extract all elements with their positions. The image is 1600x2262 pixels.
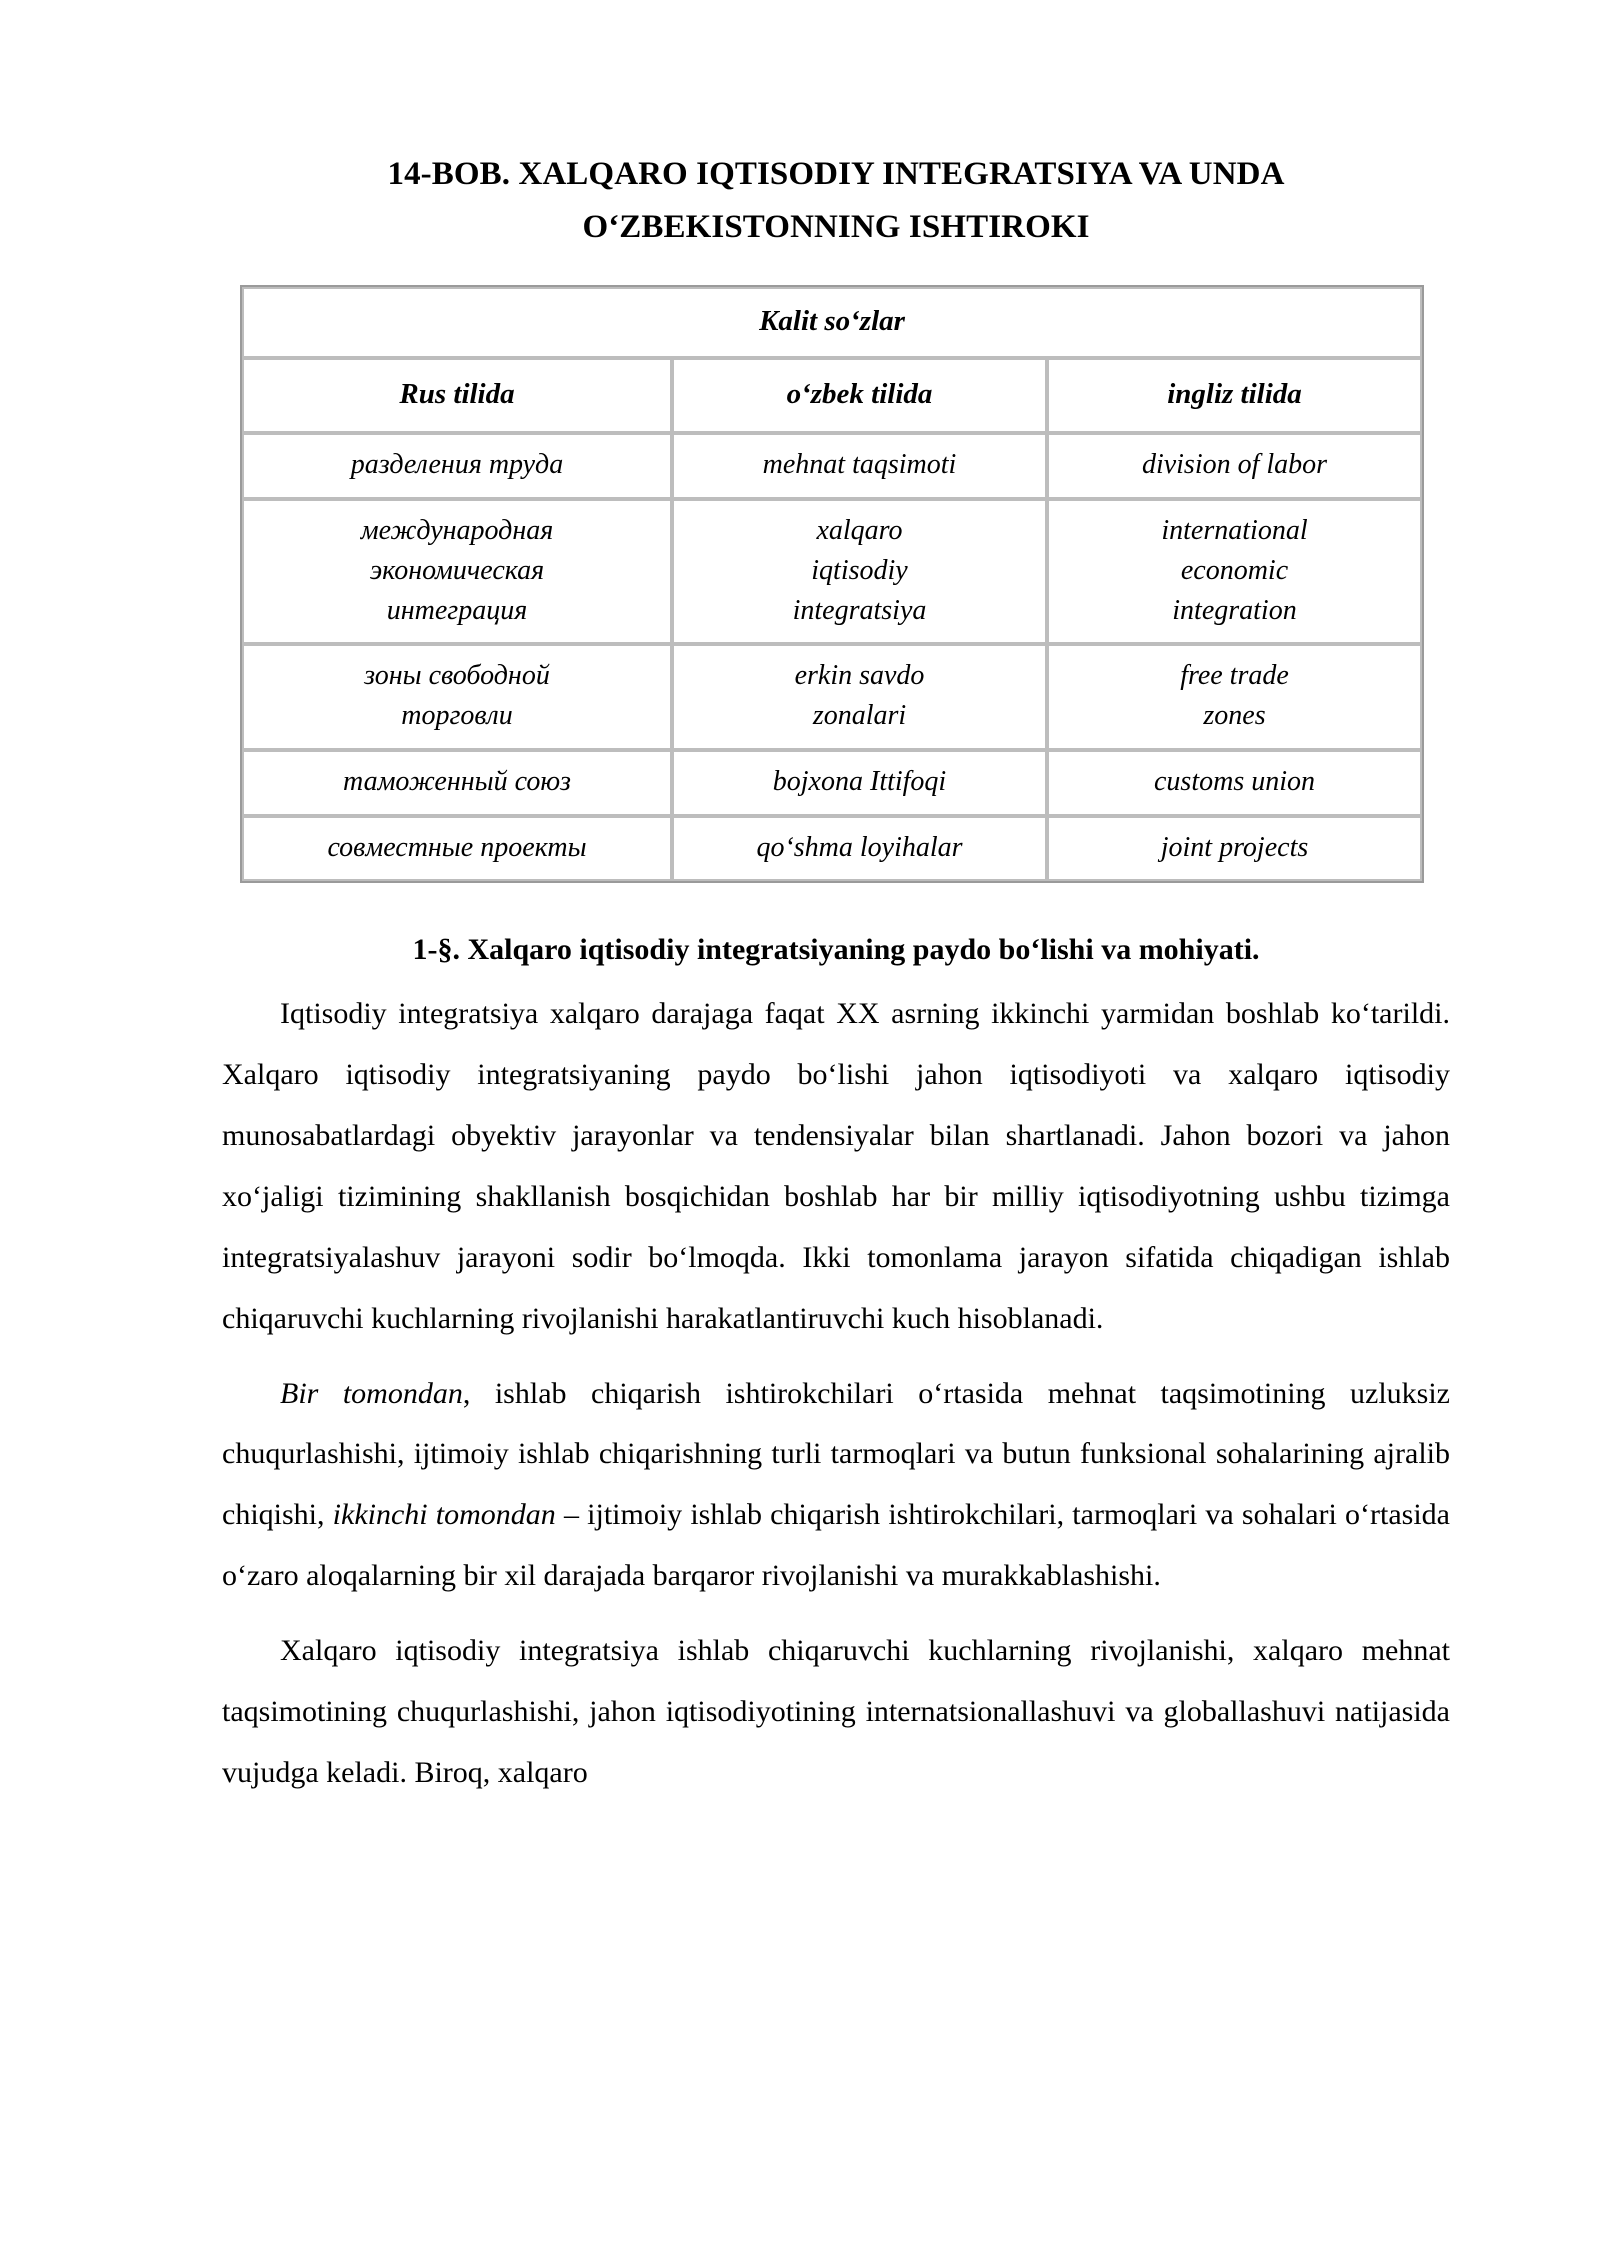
cell-line: xalqaro xyxy=(816,515,903,546)
table-caption-row xyxy=(242,287,1422,358)
paragraph-2 xyxy=(222,1350,1450,1608)
page-title-line-2: O‘ZBEKISTONNING ISHTIROKI xyxy=(582,209,1090,246)
paragraph-3: Xalqaro iqtisodiy integratsiya ishlab chiqaruvchi kuchlarning rivojlanishi, xalqaro mehnat taqsimotining chuqurlashishi, jahon iqtisodiyotining internatsionallashuvi va globallashuvi natijasida vujudga keladi. Biroq, xalqaro xyxy=(222,1634,1450,1789)
section-heading: 1-§. Xalqaro iqtisodiy integratsiyaning paydo bo‘lishi va mohiyati. xyxy=(412,933,1260,967)
column-header-english: ingliz tilida xyxy=(1047,358,1422,433)
cell-uzbek: bojxona Ittifoqi xyxy=(672,750,1047,816)
cell-english: joint projects xyxy=(1047,816,1422,882)
cell-line: erkin savdo xyxy=(794,660,925,692)
table-row xyxy=(242,499,1422,644)
cell-line: интеграция xyxy=(386,594,528,626)
cell-russian: таможенный союз xyxy=(242,750,672,816)
table-caption-cell: Kalit so‘zlar xyxy=(242,287,1422,358)
cell-line: integration xyxy=(1172,594,1297,626)
column-header-russian: Rus tilida xyxy=(242,358,672,433)
page-title-line-1: 14-BOB. XALQARO IQTISODIY INTEGRATSIYA VA UNDA xyxy=(387,156,1285,192)
cell-russian xyxy=(242,499,672,644)
table-row xyxy=(242,750,1422,816)
cell-line: iqtisodiy xyxy=(811,554,908,586)
cell-line: economic xyxy=(1180,554,1289,586)
cell-line: integratsiya xyxy=(792,594,927,626)
paragraph-2-text-b: ijtimoiy ishlab chiqarish ishtirokchilari, tarmoqlari va sohalari o‘rtasida o‘zaro aloqalarning bir xil darajada barqaror rivojlanishi va murakkablashishi. xyxy=(222,1498,1451,1593)
column-header-uzbek: o‘zbek tilida xyxy=(672,358,1047,433)
cell-russian: совместные проекты xyxy=(242,816,672,882)
cell-line: международная xyxy=(360,515,554,546)
cell-line: zonalari xyxy=(812,700,907,731)
page-content xyxy=(222,0,1450,1804)
keywords-table xyxy=(240,285,1424,883)
cell-line: zones xyxy=(1203,700,1266,731)
cell-line: international xyxy=(1161,515,1308,546)
cell-line: зоны свободной xyxy=(364,660,550,692)
cell-english xyxy=(1047,499,1422,644)
cell-russian: разделения труда xyxy=(242,433,672,499)
cell-english: customs union xyxy=(1047,750,1422,816)
table-row xyxy=(242,433,1422,499)
table-header-row xyxy=(242,358,1422,433)
keywords-table-container xyxy=(222,285,1450,883)
paragraph-2-emphasis-1: Bir tomondan xyxy=(280,1376,463,1410)
table-row xyxy=(242,816,1422,882)
cell-uzbek: qo‘shma loyihalar xyxy=(672,816,1047,882)
paragraph-2-emphasis-2: ikkinchi tomondan – xyxy=(332,1498,579,1532)
page-title xyxy=(222,0,1450,255)
cell-english: division of labor xyxy=(1047,433,1422,499)
paragraph-1: Iqtisodiy integratsiya xalqaro darajaga faqat XX asrning ikkinchi yarmidan boshlab ko‘tarildi. Xalqaro iqtisodiy integratsiyaning paydo bo‘lishi jahon iqtisodiyoti va xalqaro iqtisodiy munosabatlardagi obyektiv jarayonlar va tendensiyalar bilan shartlanadi. Jahon bozori va jahon xo‘jaligi tizimining shakllanish bosqichidan boshlab har bir milliy iqtisodiyotning ushbu tizimga integratsiyalashuv jarayoni sodir bo‘lmoqda. Ikki tomonlama jarayon sifatida chiqadigan ishlab chiqaruvchi kuchlarning rivojlanishi harakatlantiruvchi kuch hisoblanadi. xyxy=(222,997,1450,1335)
paragraph-2-text-a: , ishlab chiqarish ishtirokchilari o‘rtasida mehnat taqsimotining uzluksiz chuqurlashishi, ijtimoiy ishlab chiqarishning turli tarmoqlari va butun funksional sohalarining ajralib chiqishi, xyxy=(222,1376,1450,1532)
cell-english xyxy=(1047,644,1422,750)
cell-uzbek xyxy=(672,499,1047,644)
table-row xyxy=(242,644,1422,750)
cell-line: free trade xyxy=(1180,660,1289,692)
cell-line: экономическая xyxy=(369,554,545,586)
cell-uzbek xyxy=(672,644,1047,750)
cell-russian xyxy=(242,644,672,750)
cell-uzbek: mehnat taqsimoti xyxy=(672,433,1047,499)
cell-line: торговли xyxy=(401,700,513,731)
